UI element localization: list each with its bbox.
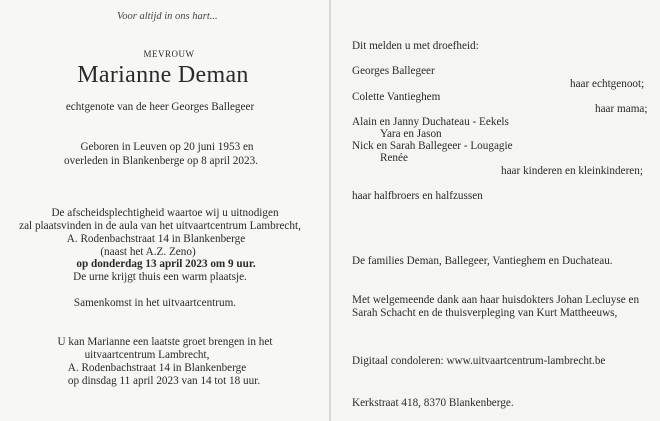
address-line: Kerkstraat 418, 8370 Blankenberge. [352,397,514,409]
mother-role: haar mama; [595,103,648,115]
death-line: overleden in Blankenberge op 8 april 2023. [64,155,258,167]
title-mevrouw: MEVROUW [143,49,195,59]
spouse-line: echtgenote van de heer Georges Ballegeer [65,101,255,113]
children-role: haar kinderen en kleinkinderen; [501,165,643,177]
families-line: De families Deman, Ballegeer, Vantieghem en Duchateau. [352,255,613,267]
tagline: Voor altijd in ons hart... [117,11,218,22]
ceremony-line-1: De afscheidsplechtigheid waartoe wij u uitnodigen [51,207,279,219]
siblings-line: haar halfbroers en halfzussen [352,190,483,202]
grandchildren-1: Yara en Jason [380,128,442,140]
child-2: Nick en Sarah Ballegeer - Lougagie [352,140,513,152]
condolences-line: Digitaal condoleren: www.uitvaartcentrum-lambrecht.be [352,355,606,367]
birth-line: Geboren in Leuven op 20 juni 1953 en [80,141,254,153]
visit-line-4: op dinsdag 11 april 2023 van 14 tot 18 uur. [67,375,261,387]
child-1: Alain en Janny Duchateau - Eekels [352,116,509,128]
ceremony-line-4: (naast het A.Z. Zeno) [100,246,196,258]
intro-line: Dit melden u met droefheid: [352,40,479,52]
ceremony-line-6: De urne krijgt thuis een warm plaatsje. [73,271,247,283]
gathering-line: Samenkomst in het uitvaartcentrum. [73,297,237,309]
visit-line-2: uitvaartcentrum Lambrecht, [84,349,210,361]
mother-name: Colette Vantieghem [352,91,441,103]
ceremony-line-2: zal plaatsvinden in de aula van het uitvaartcentrum Lambrecht, [19,220,301,232]
ceremony-line-3: A. Rodenbachstraat 14 in Blankenberge [66,233,246,245]
page-fold [329,0,331,421]
husband-name: Georges Ballegeer [352,65,435,77]
ceremony-date: op donderdag 13 april 2023 om 9 uur. [76,258,256,270]
thanks-line-1: Met welgemeende dank aan haar huisdokters Johan Lecluyse en [352,294,640,306]
husband-role: haar echtgenoot; [570,78,645,90]
visit-line-3: A. Rodenbachstraat 14 in Blankenberge [67,362,247,374]
thanks-line-2: Sarah Schacht en de thuisverpleging van Kurt Mattheeuws, [352,307,618,319]
deceased-name: Marianne Deman [77,62,249,88]
visit-line-1: U kan Marianne een laatste groet brengen in het [57,336,273,348]
grandchildren-2: Renée [380,152,408,164]
